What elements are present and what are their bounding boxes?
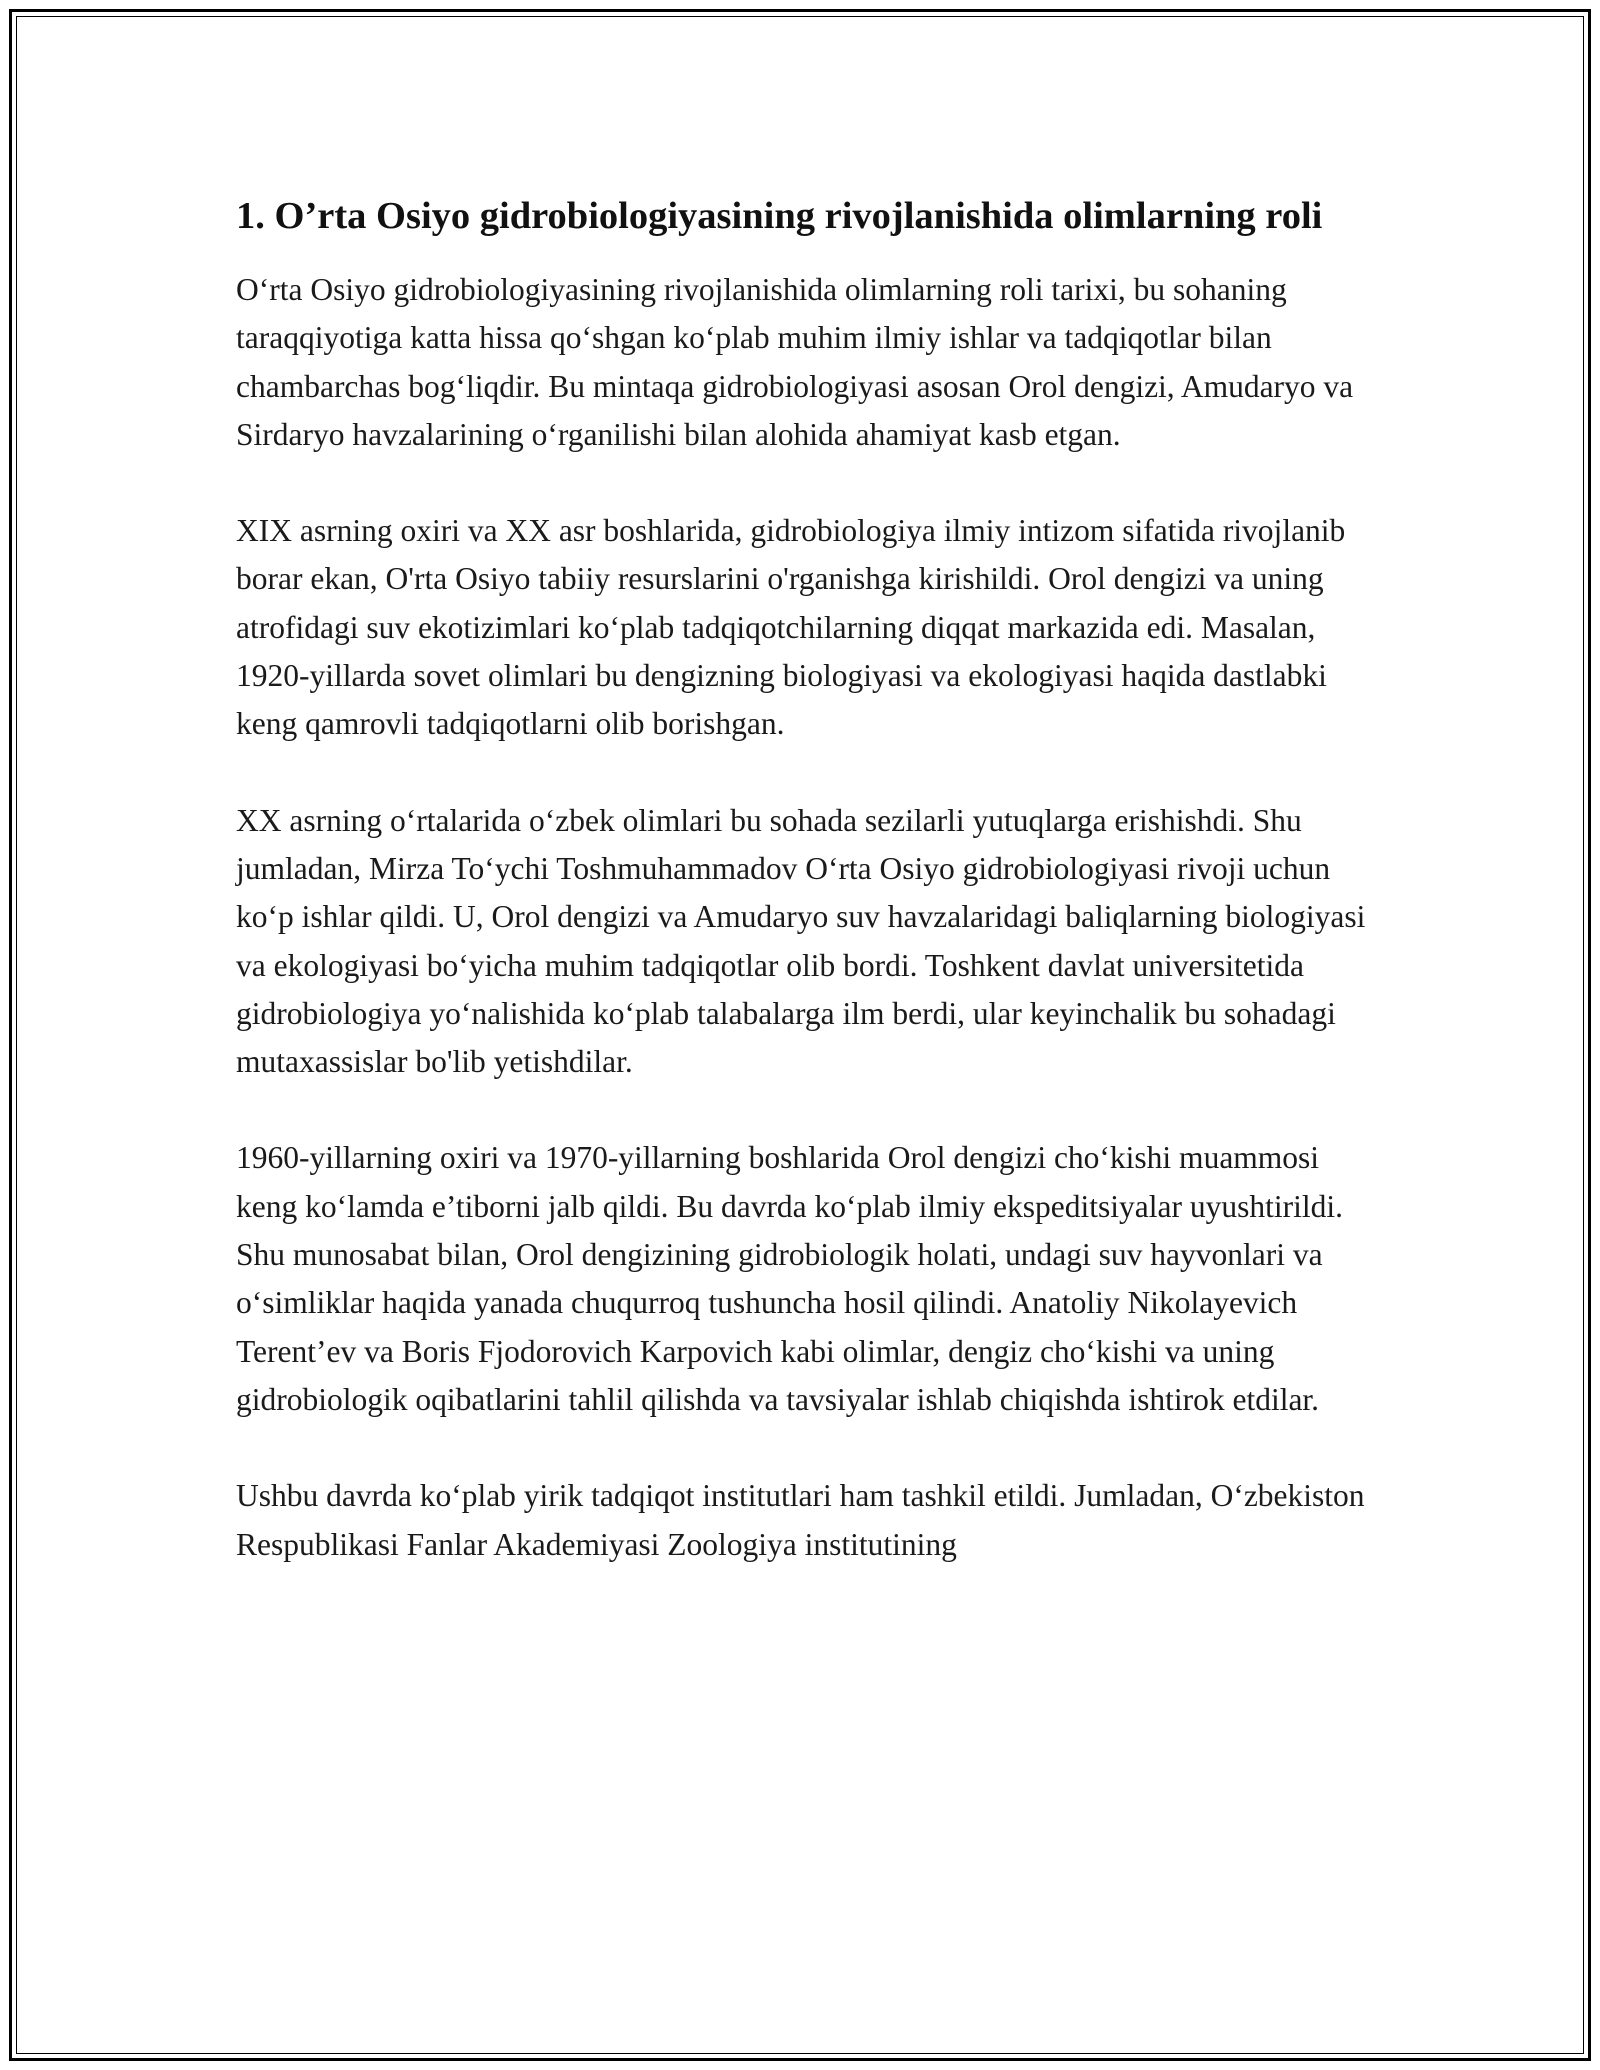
document-body xyxy=(236,188,1376,1617)
paragraph-1: O‘rta Osiyo gidrobiologiyasining rivojlanishida olimlarning roli tarixi, bu sohaning taraqqiyotiga katta hissa qo‘shgan ko‘plab muhim ilmiy ishlar va tadqiqotlar bilan chambarchas bog‘liqdir. Bu mintaqa gidrobiologiyasi asosan Orol dengizi, Amudaryo va Sirdaryo havzalarining o‘rganilishi bilan alohida ahamiyat kasb etgan. xyxy=(236,272,1354,452)
paragraph-4: 1960-yillarning oxiri va 1970-yillarning boshlarida Orol dengizi cho‘kishi muammosi keng ko‘lamda e’tiborni jalb qildi. Bu davrda ko‘plab ilmiy ekspeditsiyalar uyushtirildi. Shu munosabat bilan, Orol dengizining gidrobiologik holati, undagi suv hayvonlari va o‘simliklar haqida yanada chuqurroq tushuncha hosil qilindi. Anatoliy Nikolayevich Terent’ev va Boris Fjodorovich Karpovich kabi olimlar, dengiz cho‘kishi va uning gidrobiologik oqibatlarini tahlil qilishda va tavsiyalar ishlab chiqishda ishtirok etdilar. xyxy=(236,1140,1343,1417)
section-heading: 1. O’rta Osiyo gidrobiologiyasining rivojlanishida olimlarning roli xyxy=(236,195,1323,237)
paragraph-2: XIX asrning oxiri va XX asr boshlarida, gidrobiologiya ilmiy intizom sifatida rivojlanib borar ekan, O'rta Osiyo tabiiy resurslarini o'rganishga kirishildi. Orol dengizi va uning atrofidagi suv ekotizimlari ko‘plab tadqiqotchilarning diqqat markazida edi. Masalan, 1920-yillarda sovet olimlari bu dengizning biologiyasi va ekologiyasi haqida dastlabki keng qamrovli tadqiqotlarni olib borishgan. xyxy=(236,513,1346,742)
paragraph-5: Ushbu davrda ko‘plab yirik tadqiqot institutlari ham tashkil etildi. Jumladan, O‘zbekiston Respublikasi Fanlar Akademiyasi Zoologiya institutining xyxy=(236,1478,1365,1562)
paragraph-3: XX asrning o‘rtalarida o‘zbek olimlari bu sohada sezilarli yutuqlarga erishishdi. Shu jumladan, Mirza To‘ychi Toshmuhammadov O‘rta Osiyo gidrobiologiyasi rivoji uchun ko‘p ishlar qildi. U, Orol dengizi va Amudaryo suv havzalaridagi baliqlarning biologiyasi va ekologiyasi bo‘yicha muhim tadqiqotlar olib bordi. Toshkent davlat universitetida gidrobiologiya yo‘nalishida ko‘plab talabalarga ilm berdi, ular keyinchalik bu sohadagi mutaxassislar bo'lib yetishdilar. xyxy=(236,802,1366,1080)
